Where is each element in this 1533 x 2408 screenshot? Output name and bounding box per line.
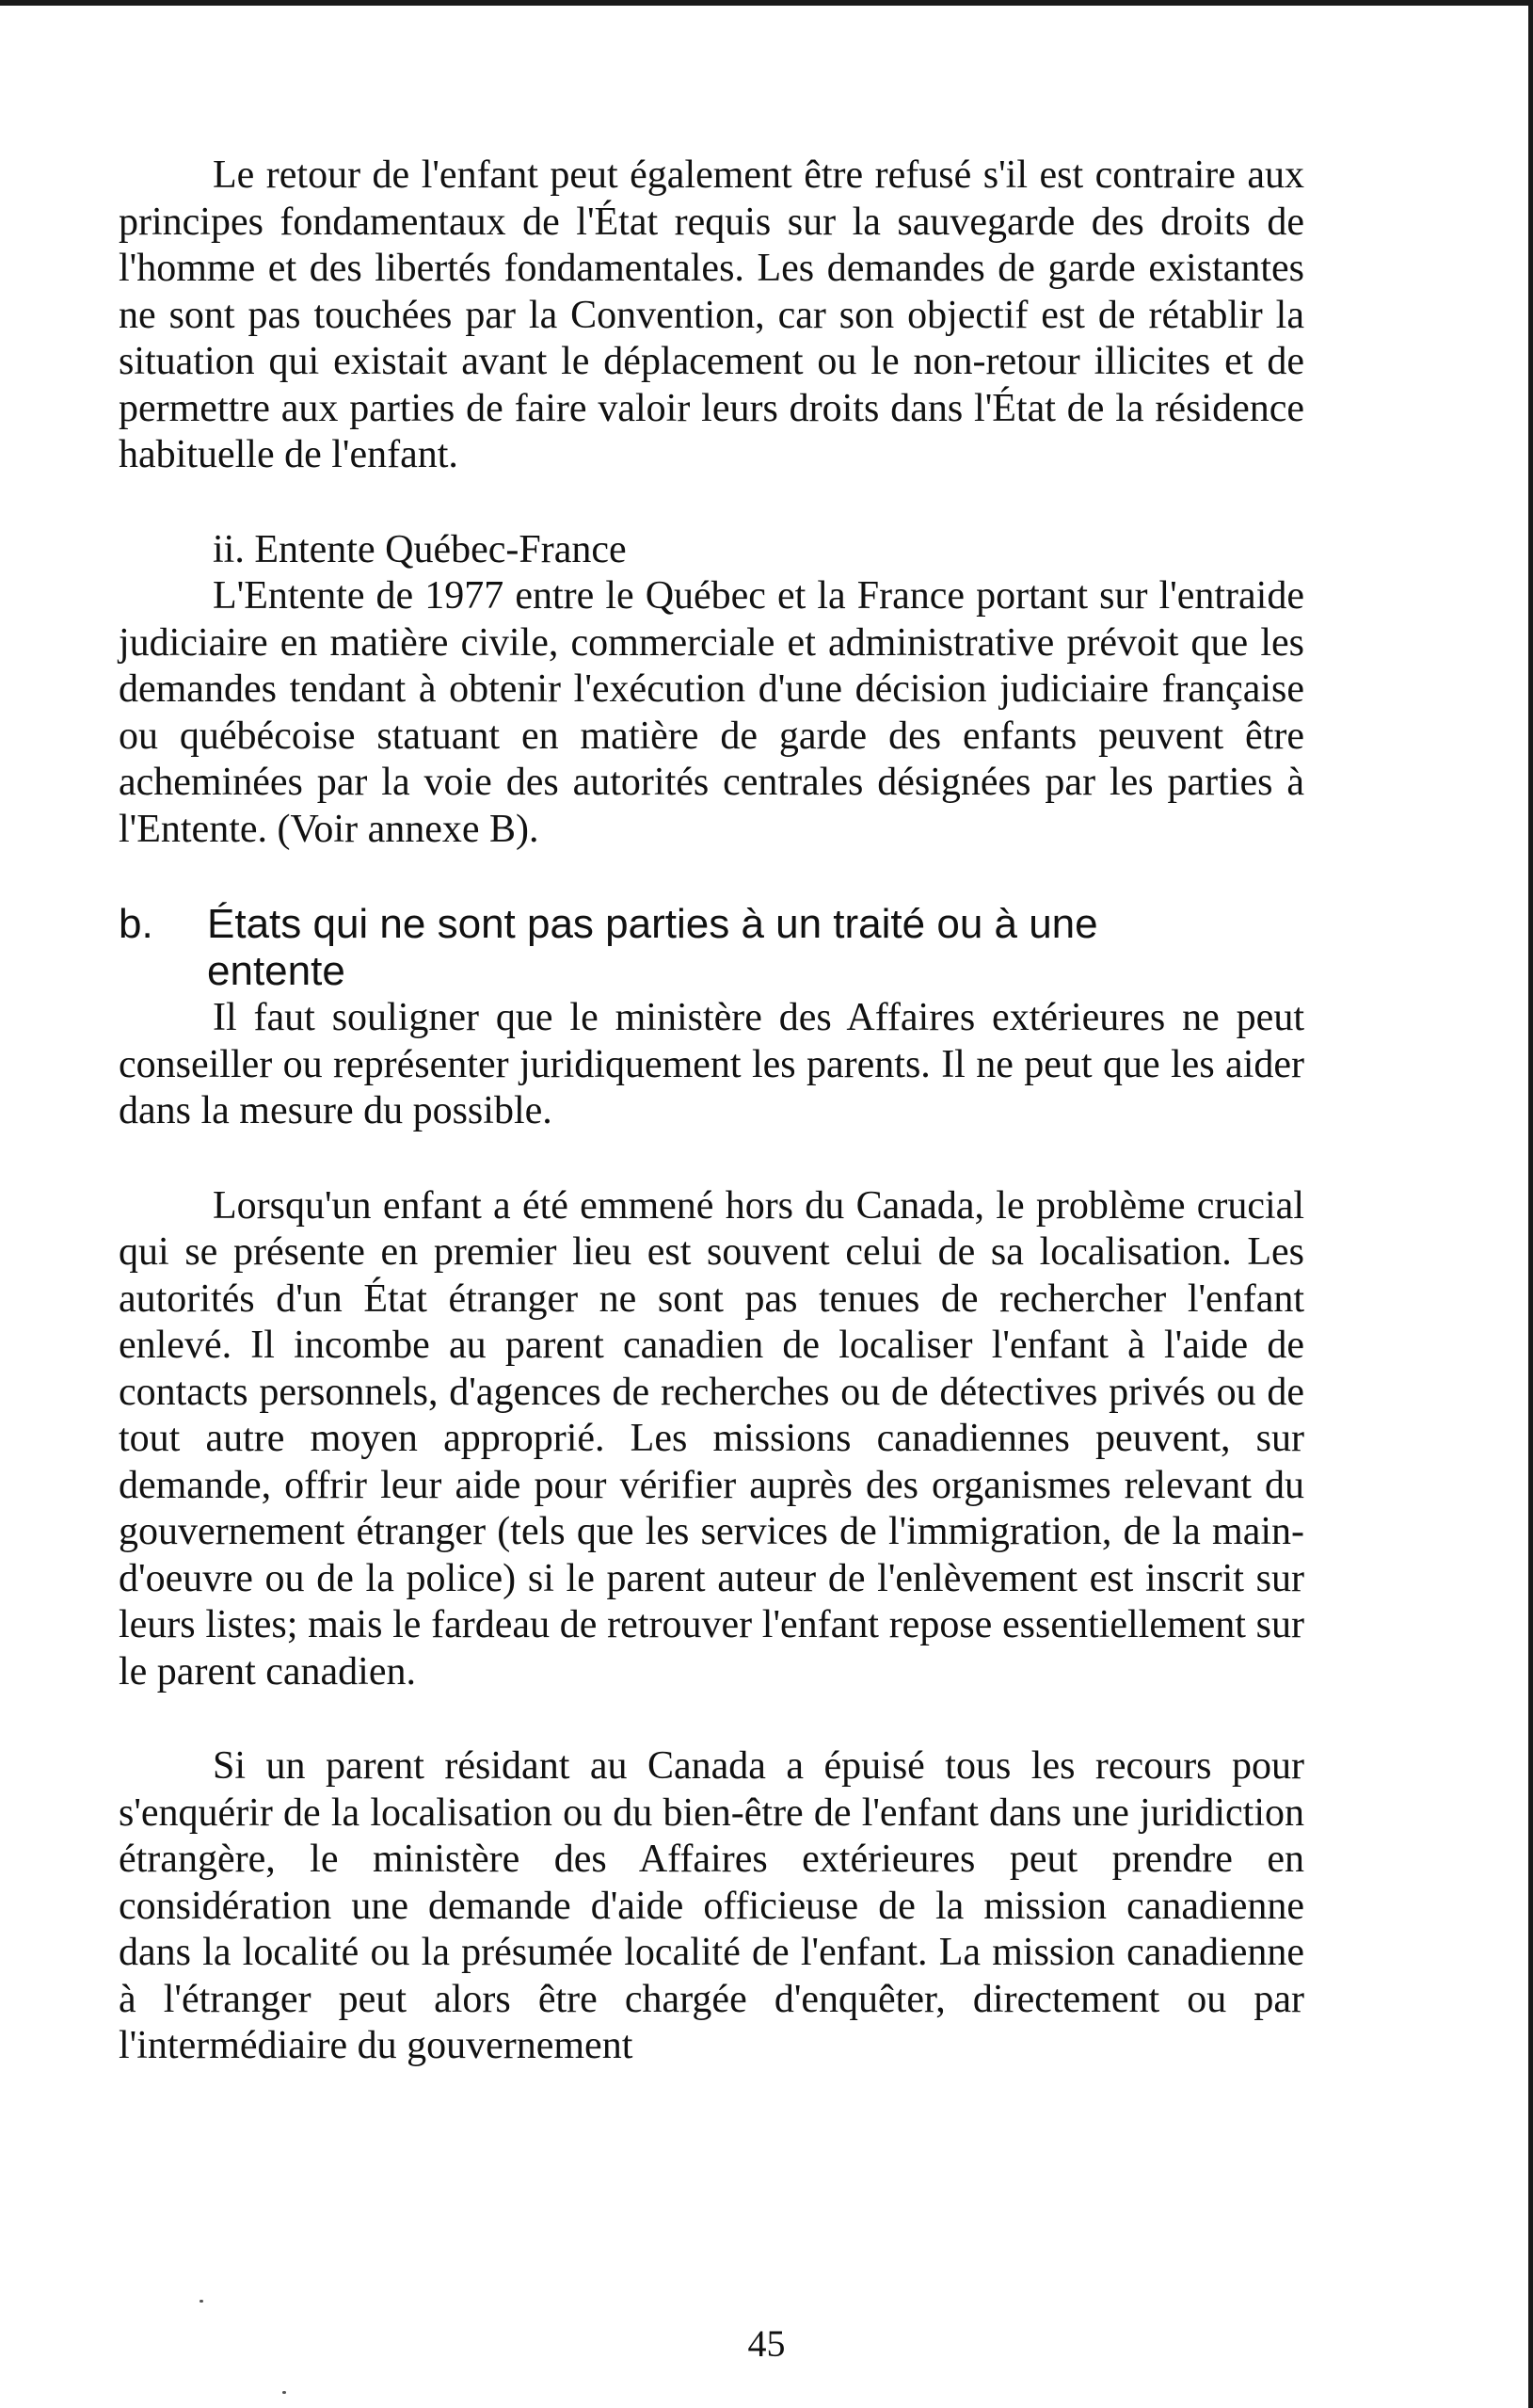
scan-speck (282, 2391, 286, 2394)
paragraph-assistance-request: Si un parent résidant au Canada a épuisé tous les recours pour s'enquérir de la localisation ou du bien-être de l'enfant dans une juridiction étrangère, le ministère des Affaires extérieures peut prendre en considération une demande d'aide officieuse de la mission canadienne dans la localité ou la présumée localité de l'enfant. La mission canadienne à l'étranger peut alors être chargée d'enquêter, directement ou par l'intermédiaire du gouvernement (119, 1744, 1304, 2067)
scan-speck (200, 2300, 203, 2303)
paragraph-entente-1977: L'Entente de 1977 entre le Québec et la France portant sur l'entraide judiciaire en matière civile, commerciale et administrative prévoit que les demandes tendant à obtenir l'exécution d'une décision judiciaire française ou québécoise statuant en matière de garde des enfants peuvent être acheminées par la voie des autorités centrales désignées par les parties à l'Entente. (Voir annexe B). (119, 574, 1304, 851)
section-heading-b (119, 901, 1304, 995)
paragraph-ministry-role: Il faut souligner que le ministère des Affaires extérieures ne peut conseiller ou représenter juridiquement les parents. Il ne peut que les aider dans la mesure du possible. (119, 996, 1304, 1132)
paragraph-return-refusal: Le retour de l'enfant peut également être refusé s'il est contraire aux principes fondamentaux de l'État requis sur la sauvegarde des droits de l'homme et des libertés fondamentales. Les demandes de garde existantes ne sont pas touchées par la Convention, car son objectif est de rétablir la situation qui existait avant le déplacement ou le non-retour illicites et de permettre aux parties de faire valoir leurs droits dans l'État de la résidence habituelle de l'enfant. (119, 153, 1304, 476)
scan-border-top (0, 0, 1533, 6)
section-letter: b. (119, 901, 153, 947)
sub-heading-entente-quebec-france: ii. Entente Québec-France (213, 527, 627, 571)
paragraph-child-location: Lorsqu'un enfant a été emmené hors du Canada, le problème crucial qui se présente en premier lieu est souvent celui de sa localisation. Les autorités d'un État étranger ne sont pas tenues de rechercher l'enfant enlevé. Il incombe au parent canadien de localiser l'enfant à l'aide de contacts personnels, d'agences de recherches ou de détectives privés ou de tout autre moyen approprié. Les missions canadiennes peuvent, sur demande, offrir leur aide pour vérifier auprès des organismes relevant du gouvernement étranger (tels que les services de l'immigration, de la main-d'oeuvre ou de la police) si le parent auteur de l'enlèvement est inscrit sur leurs listes; mais le fardeau de retrouver l'enfant repose essentiellement sur le parent canadien. (119, 1183, 1304, 1694)
page-number: 45 (747, 2322, 786, 2365)
scan-border-right (1528, 0, 1533, 2408)
section-title: États qui ne sont pas parties à un traité ou à une entente (207, 901, 1098, 994)
page-body (119, 153, 1304, 2070)
